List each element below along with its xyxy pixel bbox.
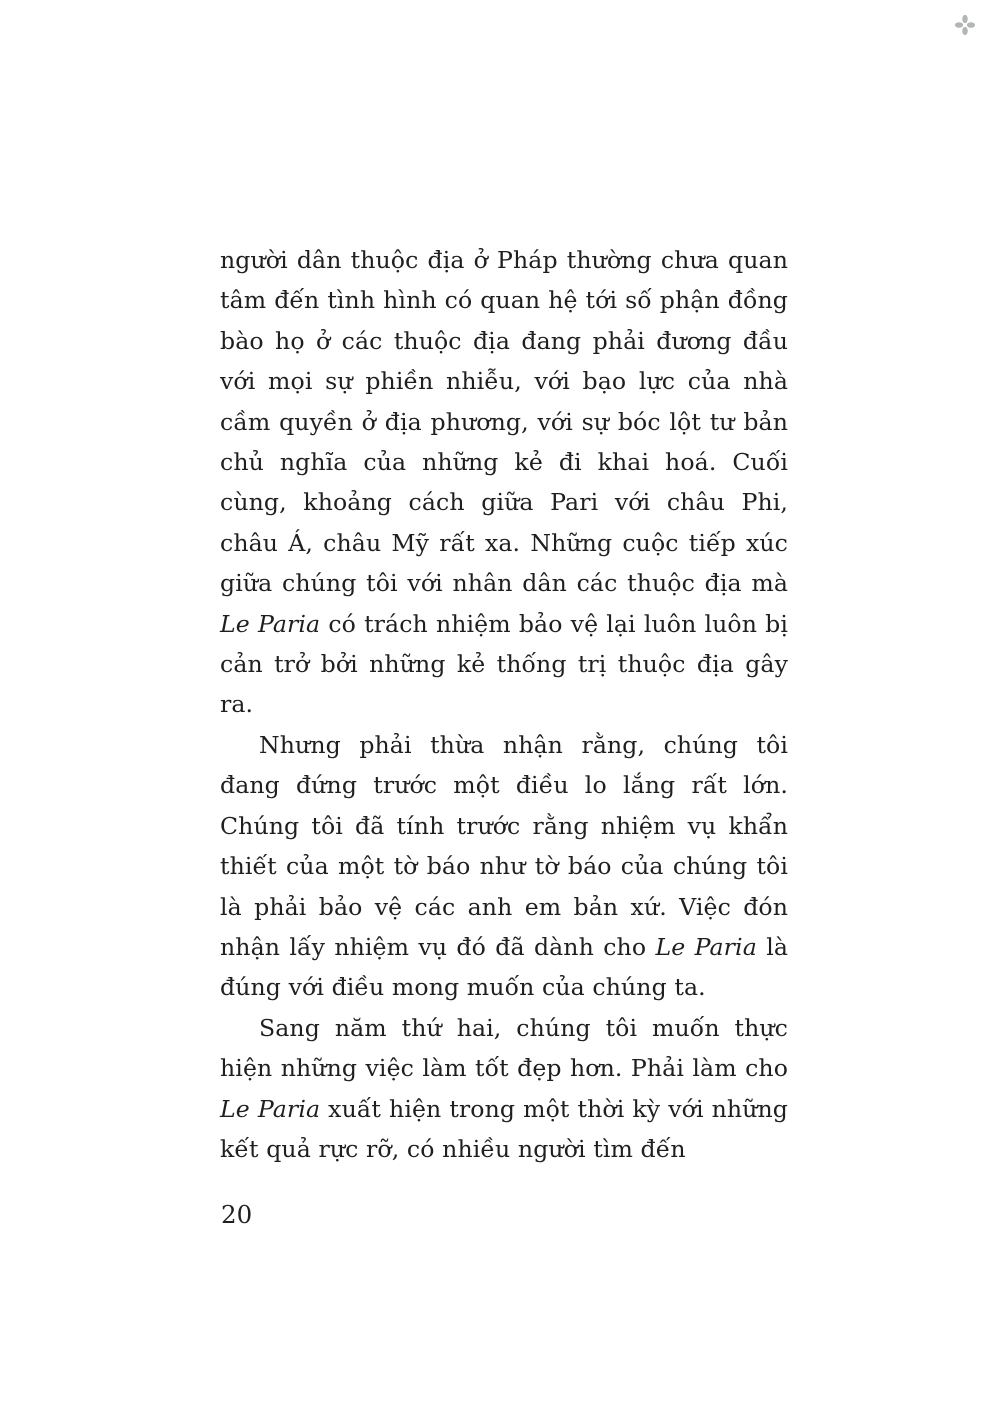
text-run: là đúng với điều mong muốn của chúng ta. [220, 932, 789, 1002]
paragraph [220, 240, 788, 725]
text-run: Sang năm thứ hai, chúng tôi muốn thực hiện những việc làm tốt đẹp hơn. Phải làm cho [220, 1013, 788, 1083]
text-run: người dân thuộc địa ở Pháp thường chưa quan tâm đến tình hình có quan hệ tới số phận đồng bào họ ở các thuộc địa đang phải đương đầu với mọi sự phiền nhiễu, với bạo lực của nhà cầm quyền ở địa phương, với sự bóc lột tư bản chủ nghĩa của những kẻ đi khai hoá. Cuối cùng, khoảng cách giữa Pari với châu Phi, châu Á, châu Mỹ rất xa. Những cuộc tiếp xúc giữa chúng tôi với nhân dân các thuộc địa mà [220, 246, 788, 598]
paragraph [220, 1008, 788, 1170]
italic-run: Le Paria [655, 932, 757, 961]
page-number: 20 [221, 1200, 253, 1229]
paragraph [220, 725, 788, 1008]
text-run: có trách nhiệm bảo vệ lại luôn luôn bị cản trở bởi những kẻ thống trị thuộc địa gây ra. [220, 609, 788, 719]
text-run: Nhưng phải thừa nhận rằng, chúng tôi đang đứng trước một điều lo lắng rất lớn. Chúng tôi đã tính trước rằng nhiệm vụ khẩn thiết của một tờ báo như tờ báo của chúng tôi là phải bảo vệ các anh em bản xứ. Việc đón nhận lấy nhiệm vụ đó đã dành cho [220, 730, 788, 961]
italic-run: Le Paria [220, 1094, 321, 1123]
text-run: xuất hiện trong một thời kỳ với những kết quả rực rỡ, có nhiều người tìm đến [220, 1094, 789, 1163]
text-block [220, 240, 788, 1169]
italic-run: Le Paria [220, 609, 321, 638]
flower-ornament-icon [954, 14, 976, 36]
